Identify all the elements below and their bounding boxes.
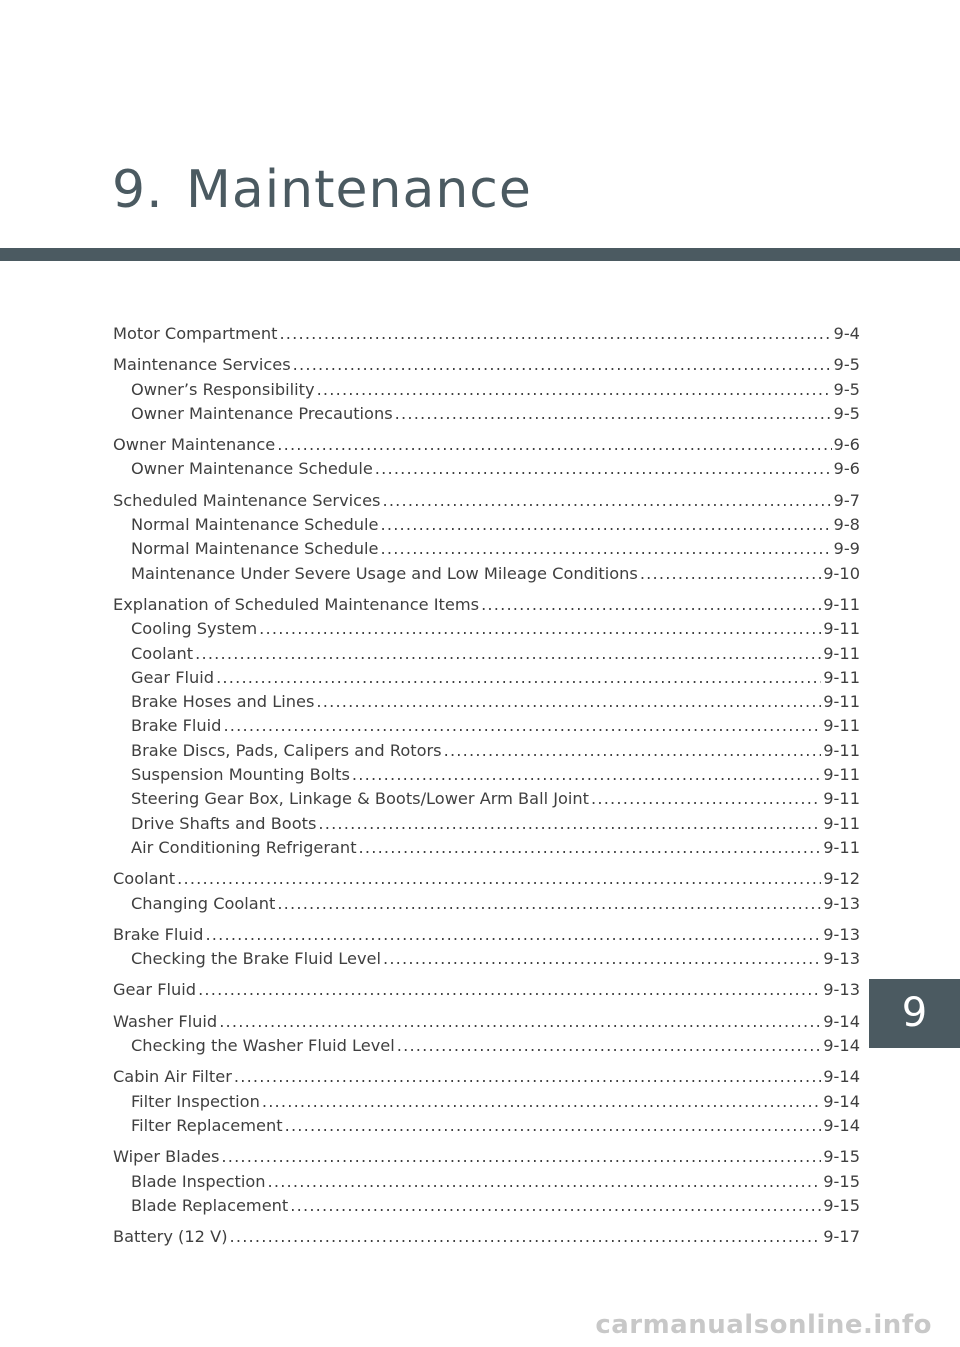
toc-subentry[interactable] <box>113 1194 860 1218</box>
toc-entry-label: Checking the Brake Fluid Level <box>131 949 381 969</box>
watermark: carmanualsonline.info <box>595 1310 932 1340</box>
toc-page-number: 9-13 <box>823 980 860 1000</box>
toc-subentry[interactable] <box>113 690 860 714</box>
toc-entry-label: Owner Maintenance <box>113 435 276 455</box>
dot-leader <box>219 1010 821 1034</box>
toc-subentry[interactable] <box>113 666 860 690</box>
toc-subentry[interactable] <box>113 763 860 787</box>
dot-leader <box>259 617 821 641</box>
toc-entry[interactable] <box>113 1225 860 1249</box>
toc-page-number: 9-11 <box>823 594 860 614</box>
toc-section <box>113 489 860 586</box>
toc-page-number: 9-15 <box>823 1147 860 1167</box>
toc-entry[interactable] <box>113 867 860 891</box>
toc-subentry[interactable] <box>113 1170 860 1194</box>
toc-subentry[interactable] <box>113 378 860 402</box>
toc-entry-label: Suspension Mounting Bolts <box>131 765 350 785</box>
toc-subentry[interactable] <box>113 562 860 586</box>
toc-section <box>113 433 860 482</box>
dot-leader <box>359 836 822 860</box>
toc-section <box>113 867 860 916</box>
dot-leader <box>262 1090 821 1114</box>
toc-subentry[interactable] <box>113 617 860 641</box>
toc-subentry[interactable] <box>113 947 860 971</box>
toc-section <box>113 1145 860 1218</box>
dot-leader <box>293 353 832 377</box>
toc-page-number: 9-17 <box>823 1227 860 1247</box>
toc-entry-label: Brake Hoses and Lines <box>131 692 315 712</box>
toc-entry-label: Blade Replacement <box>131 1195 289 1215</box>
toc-entry-label: Checking the Washer Fluid Level <box>131 1036 395 1056</box>
toc-entry-label: Coolant <box>113 869 176 889</box>
toc-page-number: 9-5 <box>833 403 860 423</box>
dot-leader <box>277 433 831 457</box>
toc-entry-label: Owner’s Responsibility <box>131 379 315 399</box>
dot-leader <box>352 763 821 787</box>
toc-page-number: 9-11 <box>823 716 860 736</box>
dot-leader <box>277 892 821 916</box>
toc-section <box>113 322 860 346</box>
toc-entry-label: Drive Shafts and Boots <box>131 813 317 833</box>
dot-leader <box>177 867 821 891</box>
toc-entry-label: Motor Compartment <box>113 324 278 343</box>
toc-entry-label: Filter Inspection <box>131 1091 260 1111</box>
chapter-name: Maintenance <box>186 160 532 220</box>
dot-leader <box>316 690 821 714</box>
dot-leader <box>234 1065 821 1089</box>
toc-entry-label: Blade Inspection <box>131 1171 266 1191</box>
toc-entry-label: Cooling System <box>131 619 258 639</box>
toc-page-number: 9-7 <box>833 490 860 510</box>
toc-section <box>113 1065 860 1138</box>
toc-subentry[interactable] <box>113 812 860 836</box>
toc-entry-label: Changing Coolant <box>131 893 276 913</box>
toc-entry-label: Wiper Blades <box>113 1147 220 1167</box>
toc-page-number: 9-14 <box>823 1091 860 1111</box>
toc-entry-label: Maintenance Services <box>113 355 291 375</box>
dot-leader <box>397 1034 822 1058</box>
toc-entry-label: Gear Fluid <box>131 667 215 687</box>
toc-page-number: 9-11 <box>823 837 860 857</box>
toc-entry-label: Gear Fluid <box>113 980 197 1000</box>
dot-leader <box>444 739 822 763</box>
toc-page-number: 9-5 <box>833 355 860 375</box>
toc-entry-label: Steering Gear Box, Linkage & Boots/Lower Arm Ball Joint <box>131 789 589 809</box>
dot-leader <box>481 593 821 617</box>
toc-page-number: 9-11 <box>823 692 860 712</box>
toc-entry-label: Filter Replacement <box>131 1115 283 1135</box>
dot-leader <box>279 322 831 346</box>
toc-entry[interactable] <box>113 489 860 513</box>
toc-entry[interactable] <box>113 433 860 457</box>
dot-leader <box>375 457 832 481</box>
toc-page-number: 9-14 <box>823 1115 860 1135</box>
toc-page-number: 9-10 <box>823 563 860 583</box>
toc-entry-label: Cabin Air Filter <box>113 1067 232 1087</box>
toc-page-number: 9-15 <box>823 1171 860 1191</box>
toc-entry[interactable] <box>113 593 860 617</box>
toc-page-number: 9-13 <box>823 949 860 969</box>
toc-subentry[interactable] <box>113 537 860 561</box>
toc-subentry[interactable] <box>113 892 860 916</box>
toc-entry[interactable] <box>113 353 860 377</box>
toc-page-number: 9-11 <box>823 619 860 639</box>
dot-leader <box>318 812 821 836</box>
dot-leader <box>591 787 821 811</box>
toc-section <box>113 353 860 426</box>
toc-entry-label: Brake Discs, Pads, Calipers and Rotors <box>131 740 442 760</box>
dot-leader <box>205 923 821 947</box>
toc-entry-label: Washer Fluid <box>113 1011 218 1031</box>
toc-entry-label: Owner Maintenance Schedule <box>131 459 373 479</box>
dot-leader <box>285 1114 822 1138</box>
toc-entry-label: Brake Fluid <box>113 924 204 944</box>
toc-page-number: 9-13 <box>823 924 860 944</box>
toc-page-number: 9-4 <box>833 324 860 343</box>
dot-leader <box>223 714 821 738</box>
dot-leader <box>382 489 831 513</box>
toc-page-number: 9-5 <box>833 379 860 399</box>
toc-entry-label: Normal Maintenance Schedule <box>131 539 379 559</box>
toc-page-number: 9-6 <box>833 459 860 479</box>
toc-subentry[interactable] <box>113 787 860 811</box>
toc-subentry[interactable] <box>113 1034 860 1058</box>
toc-entry-label: Battery (12 V) <box>113 1227 228 1247</box>
toc-subentry[interactable] <box>113 642 860 666</box>
dot-leader <box>230 1225 822 1249</box>
dot-leader <box>198 978 821 1002</box>
chapter-title <box>112 160 532 220</box>
toc-entry[interactable] <box>113 322 860 346</box>
toc-entry[interactable] <box>113 1010 860 1034</box>
dot-leader <box>640 562 821 586</box>
toc-subentry[interactable] <box>113 1090 860 1114</box>
toc-entry[interactable] <box>113 1145 860 1169</box>
toc-subentry[interactable] <box>113 714 860 738</box>
dot-leader <box>383 947 821 971</box>
toc-page-number: 9-8 <box>833 515 860 535</box>
toc-page-number: 9-11 <box>823 765 860 785</box>
toc-page-number: 9-11 <box>823 740 860 760</box>
toc-page-number: 9-13 <box>823 893 860 913</box>
dot-leader <box>290 1194 821 1218</box>
table-of-contents <box>113 322 860 1256</box>
dot-leader <box>221 1145 821 1169</box>
toc-subentry[interactable] <box>113 457 860 481</box>
toc-entry[interactable] <box>113 978 860 1002</box>
dot-leader <box>381 537 832 561</box>
title-divider-bar <box>0 248 960 261</box>
toc-entry-label: Brake Fluid <box>131 716 222 736</box>
toc-entry-label: Normal Maintenance Schedule <box>131 515 379 535</box>
toc-page-number: 9-14 <box>823 1067 860 1087</box>
toc-page-number: 9-14 <box>823 1011 860 1031</box>
toc-entry-label: Explanation of Scheduled Maintenance Items <box>113 594 480 614</box>
toc-page-number: 9-11 <box>823 667 860 687</box>
toc-subentry[interactable] <box>113 739 860 763</box>
toc-subentry[interactable] <box>113 513 860 537</box>
toc-section <box>113 593 860 860</box>
chapter-side-tab[interactable]: 9 <box>869 979 960 1048</box>
toc-entry[interactable] <box>113 1065 860 1089</box>
toc-entry[interactable] <box>113 923 860 947</box>
toc-page-number: 9-11 <box>823 813 860 833</box>
toc-page-number: 9-14 <box>823 1036 860 1056</box>
dot-leader <box>195 642 821 666</box>
dot-leader <box>395 402 832 426</box>
dot-leader <box>216 666 821 690</box>
toc-page-number: 9-11 <box>823 789 860 809</box>
toc-entry-label: Maintenance Under Severe Usage and Low Mileage Conditions <box>131 563 638 583</box>
toc-page-number: 9-9 <box>833 539 860 559</box>
toc-section <box>113 923 860 972</box>
dot-leader <box>268 1170 822 1194</box>
chapter-number: 9. <box>112 160 164 220</box>
toc-page-number: 9-6 <box>833 435 860 455</box>
toc-page-number: 9-11 <box>823 643 860 663</box>
toc-section <box>113 1010 860 1059</box>
toc-page-number: 9-15 <box>823 1195 860 1215</box>
toc-section <box>113 1225 860 1249</box>
dot-leader <box>317 378 832 402</box>
toc-entry-label: Owner Maintenance Precautions <box>131 403 393 423</box>
toc-subentry[interactable] <box>113 1114 860 1138</box>
toc-page-number: 9-12 <box>823 869 860 889</box>
toc-subentry[interactable] <box>113 836 860 860</box>
toc-entry-label: Scheduled Maintenance Services <box>113 490 381 510</box>
toc-entry-label: Coolant <box>131 643 194 663</box>
toc-section <box>113 978 860 1002</box>
toc-subentry[interactable] <box>113 402 860 426</box>
toc-entry-label: Air Conditioning Refrigerant <box>131 837 357 857</box>
dot-leader <box>381 513 832 537</box>
